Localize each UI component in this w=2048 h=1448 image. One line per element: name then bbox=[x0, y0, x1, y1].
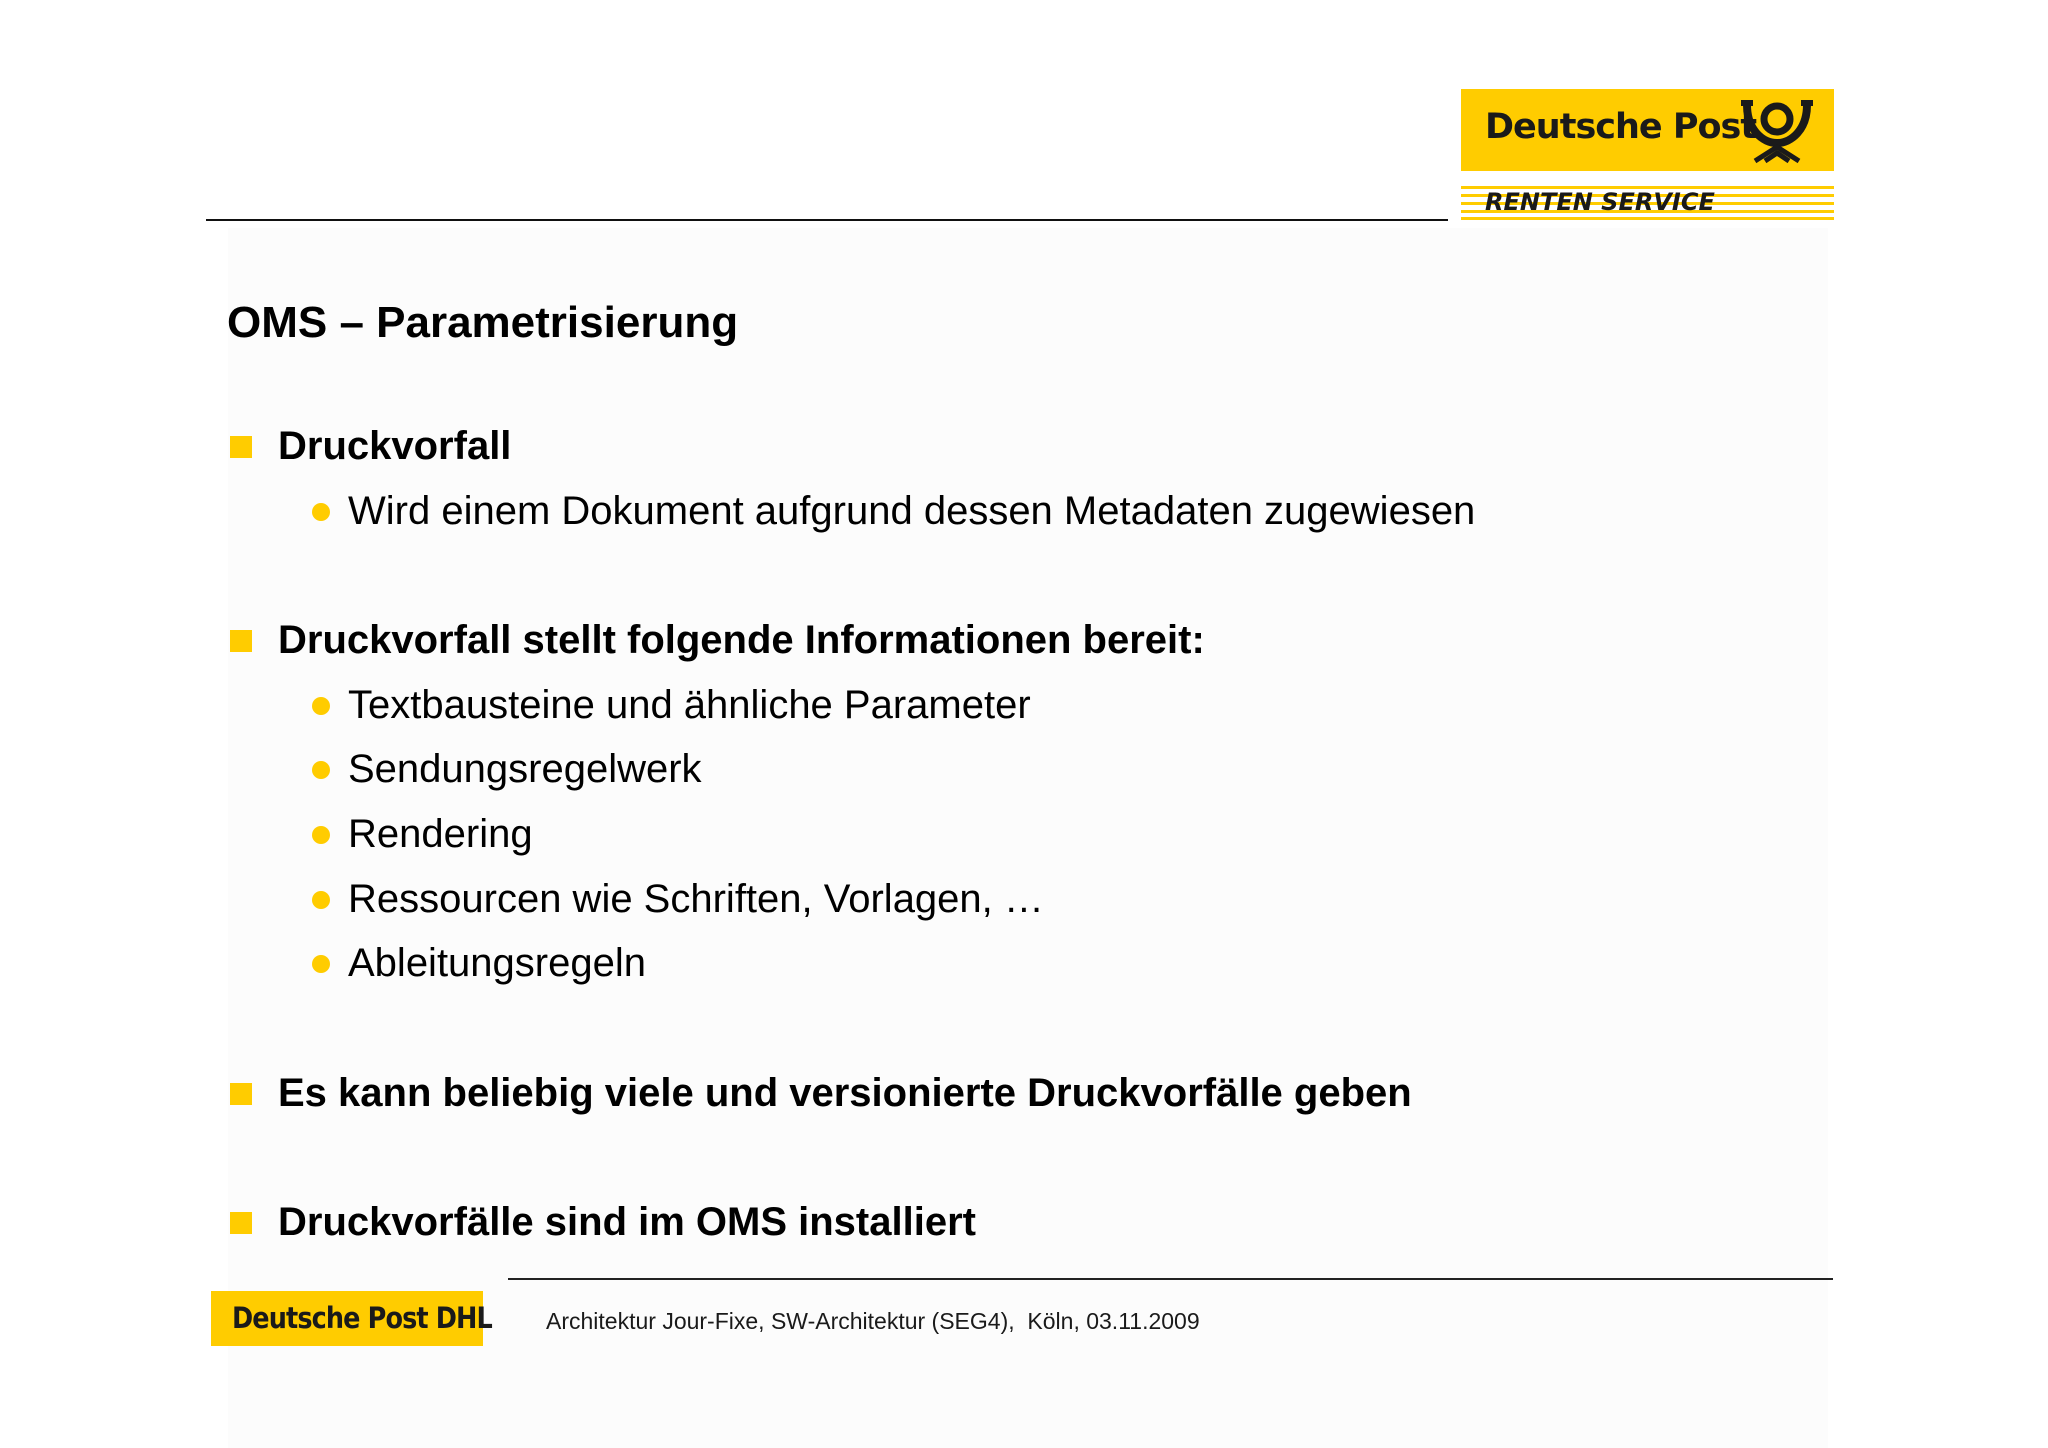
sub-bullet-item bbox=[312, 877, 1044, 922]
sub-bullet-item bbox=[312, 941, 646, 986]
sub-bullet-item bbox=[312, 812, 533, 857]
dot-bullet-icon bbox=[312, 761, 330, 779]
sub-bullet-item bbox=[312, 489, 1475, 534]
sub-bullet-text: Wird einem Dokument aufgrund dessen Metadaten zugewiesen bbox=[348, 489, 1476, 533]
bullet-item bbox=[230, 424, 511, 469]
footer-caption: Architektur Jour-Fixe, SW-Architektur (SEG4), Köln, 03.11.2009 bbox=[546, 1308, 1200, 1334]
bullet-text: Druckvorfälle sind im OMS installiert bbox=[278, 1200, 976, 1244]
bullet-item bbox=[230, 1200, 976, 1245]
slide-title: OMS – Parametrisierung bbox=[227, 298, 739, 347]
bullet-text: Es kann beliebig viele und versionierte Druckvorfälle geben bbox=[278, 1071, 1412, 1115]
square-bullet-icon bbox=[230, 436, 252, 458]
deutsche-post-dhl-logo bbox=[211, 1291, 492, 1346]
bullet-item bbox=[230, 1071, 1412, 1116]
bullet-text: Druckvorfall bbox=[278, 424, 512, 468]
sub-bullet-item bbox=[312, 747, 702, 792]
dot-bullet-icon bbox=[312, 955, 330, 973]
sub-bullet-text: Sendungsregelwerk bbox=[348, 747, 702, 791]
sub-bullet-item bbox=[312, 683, 1031, 728]
bullet-text: Druckvorfall stellt folgende Informationen bereit: bbox=[278, 618, 1205, 662]
renten-service-label: RENTEN SERVICE bbox=[1485, 188, 1715, 216]
sub-bullet-text: Ressourcen wie Schriften, Vorlagen, … bbox=[348, 877, 1044, 921]
sub-bullet-text: Rendering bbox=[348, 812, 533, 856]
sub-bullet-text: Textbausteine und ähnliche Parameter bbox=[348, 683, 1031, 727]
bullet-item bbox=[230, 618, 1205, 663]
post-horn-icon bbox=[1737, 95, 1817, 165]
dot-bullet-icon bbox=[312, 503, 330, 521]
logo-text: Deutsche Post bbox=[1485, 107, 1757, 147]
footer-logo-text: Deutsche Post DHL bbox=[232, 1301, 492, 1335]
sub-bullet-text: Ableitungsregeln bbox=[348, 941, 646, 985]
square-bullet-icon bbox=[230, 1212, 252, 1234]
square-bullet-icon bbox=[230, 630, 252, 652]
header-divider bbox=[206, 219, 1448, 221]
square-bullet-icon bbox=[230, 1083, 252, 1105]
dot-bullet-icon bbox=[312, 891, 330, 909]
stripe bbox=[1461, 217, 1834, 220]
dot-bullet-icon bbox=[312, 826, 330, 844]
renten-service-band bbox=[1461, 184, 1834, 220]
footer-divider bbox=[508, 1278, 1833, 1280]
dot-bullet-icon bbox=[312, 697, 330, 715]
deutsche-post-logo bbox=[1461, 89, 1834, 171]
